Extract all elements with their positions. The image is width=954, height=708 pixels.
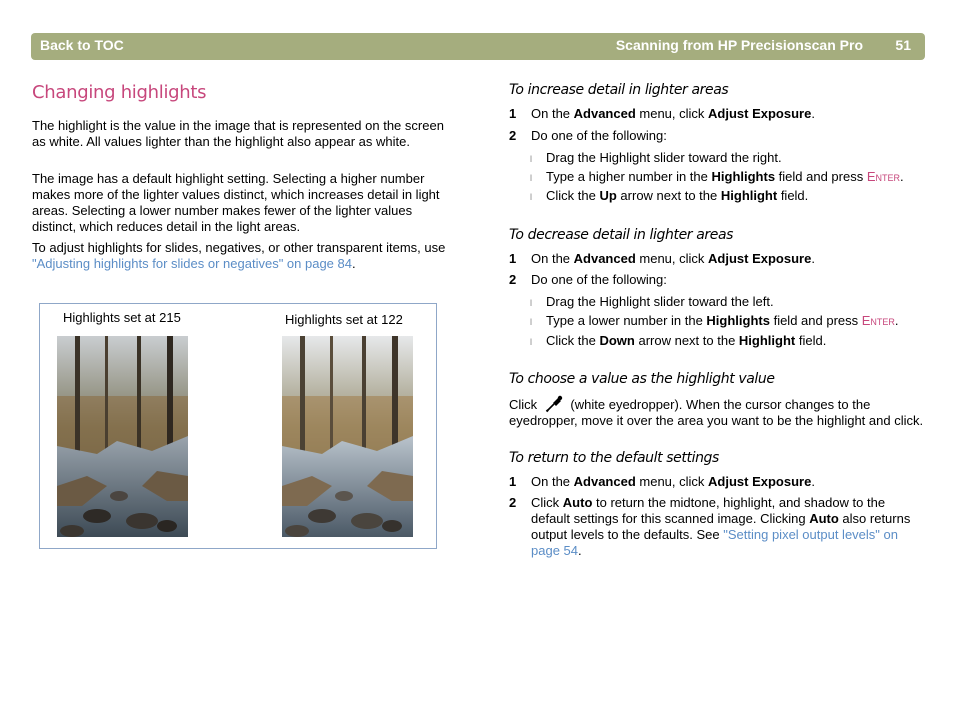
bullet-icon: l [530, 317, 532, 327]
step-number: 1 [509, 251, 517, 266]
paragraph-2: The image has a default highlight setting. Selecting a higher number makes more of the lighter values distinct, which increases detail in light areas. Selecting a lower number makes fewer of the lighter values distinct, which reduces detail in the light areas. [32, 171, 440, 234]
decrease-detail-heading: To decrease detail in lighter areas [509, 227, 734, 243]
paragraph-3-end: . [352, 256, 356, 271]
bullet-icon: l [530, 337, 532, 347]
document-title: Scanning from HP Precisionscan Pro [615, 37, 863, 53]
paragraph-3-text: To adjust highlights for slides, negatives, or other transparent items, use [32, 240, 446, 255]
forest-stream-photo-122 [282, 336, 413, 537]
comparison-figure [39, 303, 437, 549]
setting-pixel-output-link[interactable]: "Setting pixel output levels" on page 54 [531, 527, 898, 558]
figure-label-122: Highlights set at 122 [285, 312, 403, 327]
bullet-icon: l [530, 173, 532, 183]
paragraph-1: The highlight is the value in the image that is represented on the screen as white. All values lighter than the highlight also appear as white. [32, 118, 444, 149]
adjusting-highlights-link[interactable]: "Adjusting highlights for slides or negatives" on page 84 [32, 256, 352, 271]
step-number: 1 [509, 106, 517, 121]
figure-label-215: Highlights set at 215 [63, 310, 181, 325]
bullet-icon: l [530, 192, 532, 202]
forest-stream-photo-215 [57, 336, 188, 537]
header-bar [31, 33, 925, 60]
eyedropper-instruction: Click (white eyedropper). When the cursor changes to the eyedropper, move it over the area you want to be the highlight and click. [509, 397, 924, 428]
default-settings-heading: To return to the default settings [509, 450, 719, 466]
bullet-icon: l [530, 298, 532, 308]
page-number: 51 [895, 37, 911, 53]
paragraph-3 [32, 240, 452, 272]
bullet-icon: l [530, 154, 532, 164]
enter-key-label: Enter [861, 313, 895, 328]
step-number: 2 [509, 272, 517, 287]
increase-detail-heading: To increase detail in lighter areas [509, 82, 729, 98]
step-number: 2 [509, 128, 517, 143]
step-number: 2 [509, 495, 517, 510]
white-eyedropper-icon [544, 395, 564, 413]
choose-value-heading: To choose a value as the highlight value [509, 371, 775, 387]
back-to-toc-link[interactable]: Back to TOC [40, 37, 124, 53]
step-number: 1 [509, 474, 517, 489]
page-heading: Changing highlights [32, 82, 207, 103]
enter-key-label: Enter [866, 169, 900, 184]
